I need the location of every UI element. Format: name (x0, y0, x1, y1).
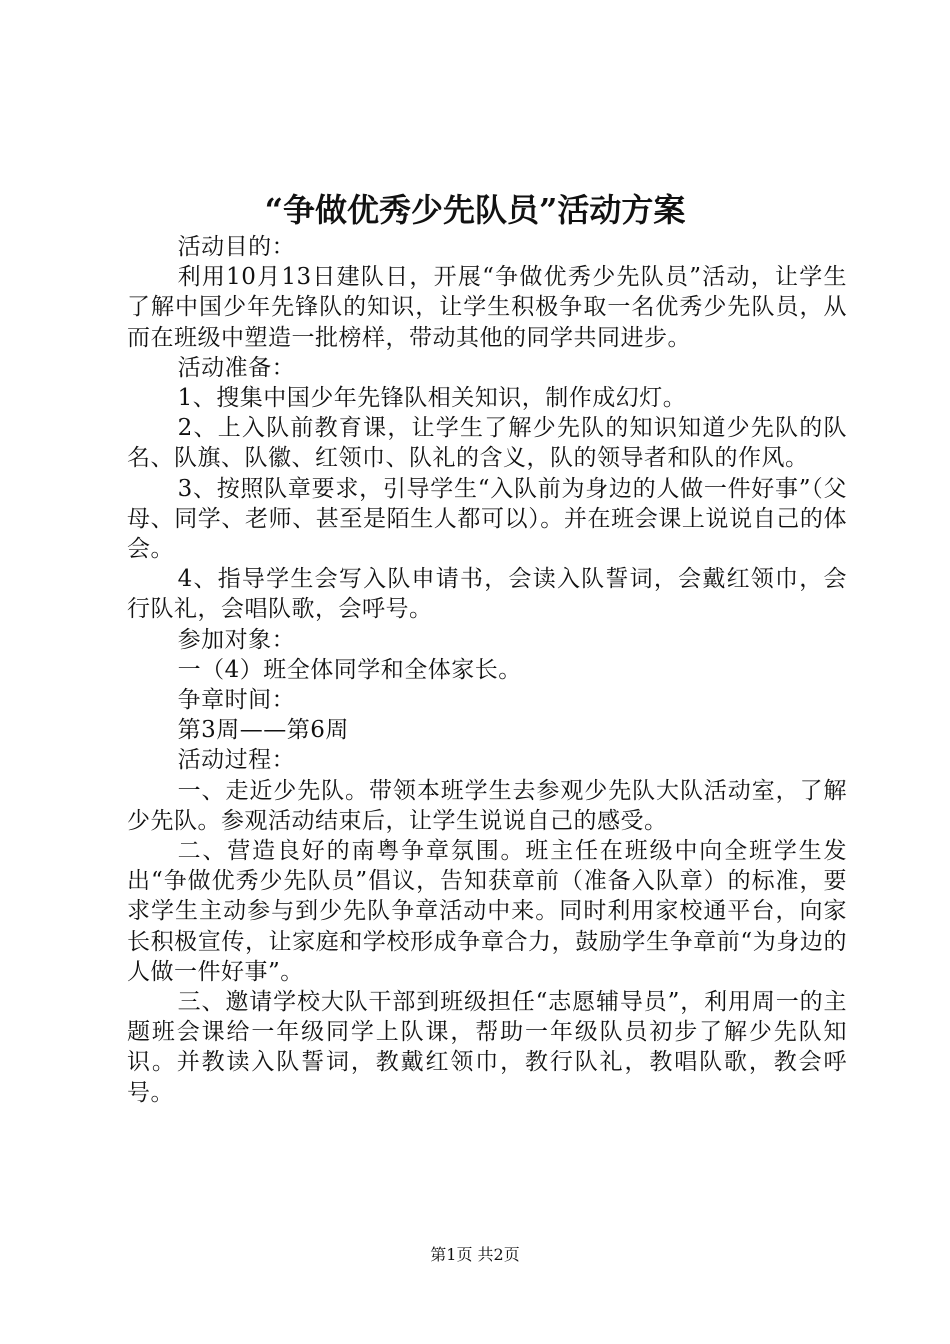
paragraph-preparation-2: 2、上入队前教育课，让学生了解少先队的知识知道少先队的队名、队旗、队徽、红领巾、队礼的含义，队的领导者和队的作风。 (127, 415, 847, 472)
paragraph-preparation-3: 3、按照队章要求，引导学生“入队前为身边的人做一件好事”（父母、同学、老师、甚至是陌生人都可以）。并在班会课上说说自己的体会。 (127, 475, 847, 563)
paragraph-purpose: 利用10月13日建队日，开展“争做优秀少先队员”活动，让学生了解中国少年先锋队的知识，让学生积极争取一名优秀少先队员，从而在班级中塑造一批榜样，带动其他的同学共同进步。 (127, 264, 847, 351)
document-title: “争做优秀少先队员”活动方案 (264, 191, 686, 229)
section-heading-time: 争章时间： (177, 687, 296, 714)
paragraph-time: 第3周——第6周 (177, 717, 349, 744)
paragraph-process-1: 一、走近少先队。带领本班学生去参观少先队大队活动室，了解少先队。参观活动结束后，让学生说说自己的感受。 (127, 777, 847, 834)
paragraph-participants: 一（4）班全体同学和全体家长。 (177, 656, 522, 683)
paragraph-preparation-1: 1、搜集中国少年先锋队相关知识，制作成幻灯。 (177, 385, 687, 412)
section-heading-process: 活动过程： (177, 747, 296, 774)
page-footer: 第1页 共2页 (430, 1245, 520, 1264)
paragraph-process-2: 二、营造良好的南粤争章氛围。班主任在班级中向全班学生发出“争做优秀少先队员”倡议，告知获章前（准备入队章）的标准，要求学生主动参与到少先队争章活动中来。同时利用家校通平台，向家长积极宣传，让家庭和学校形成争章合力，鼓励学生争章前“为身边的人做一件好事”。 (127, 838, 847, 985)
section-heading-preparation: 活动准备： (177, 354, 296, 381)
section-heading-purpose: 活动目的： (177, 234, 296, 260)
section-heading-participants: 参加对象： (177, 626, 296, 653)
paragraph-preparation-4: 4、指导学生会写入队申请书，会读入队誓词，会戴红领巾，会行队礼，会唱队歌，会呼号。 (127, 566, 847, 623)
paragraph-process-3: 三、邀请学校大队干部到班级担任“志愿辅导员”，利用周一的主题班会课给一年级同学上队课，帮助一年级队员初步了解少先队知识。并教读入队誓词，教戴红领巾，教行队礼，教唱队歌，教会呼号。 (127, 989, 847, 1106)
document-body (127, 232, 847, 1108)
